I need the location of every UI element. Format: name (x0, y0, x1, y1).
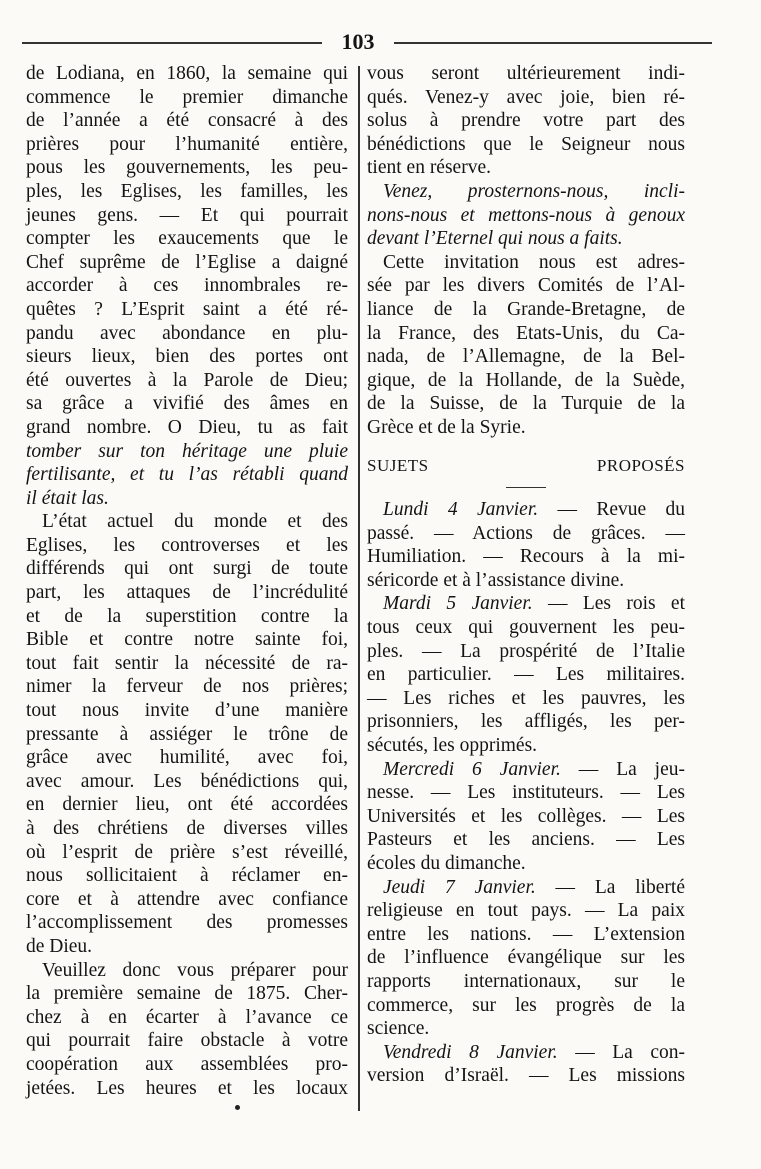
text-line: nada, de l’Allemagne, de la Bel- (367, 346, 685, 368)
text-line: la France, des Etats-Unis, du Ca- (367, 322, 685, 344)
signature-mark (235, 1105, 240, 1110)
paragraph-venez-continuation (367, 62, 685, 180)
text-line: prisonniers, les affligés, les per- (367, 711, 685, 733)
text-line: commence le premier dimanche (26, 86, 348, 108)
text-line: en dernier lieu, ont été accordées (26, 794, 348, 816)
text-line: il était las. (26, 487, 109, 509)
paragraph-lodiana (26, 62, 348, 510)
text-line: Venez, prosternons-nous, incli- (383, 180, 685, 202)
text-line: jeunes gens. — Et qui pourrait (26, 204, 348, 226)
text-line: part, les attaques de l’incrédulité (26, 582, 348, 604)
text-line: Jeudi 7 Janvier. — La liberté (383, 876, 685, 898)
text-line: rapports internationaux, sur le (367, 970, 685, 992)
text-line: tient en réserve. (367, 157, 491, 179)
text-line: fertilisante, et tu l’as rétabli quand (26, 464, 348, 486)
paragraph-mardi (367, 592, 685, 757)
text-line: avec amour. Les bénédictions qui, (26, 770, 348, 792)
text-line: solus à prendre votre part des (367, 110, 685, 132)
text-line: Cette invitation nous est adres- (383, 251, 685, 273)
paragraph-mercredi (367, 758, 685, 876)
text-line: ples, les Eglises, les familles, les (26, 180, 348, 202)
text-line: tout fait sentir la nécessité de ra- (26, 652, 348, 674)
text-line: Mercredi 6 Janvier. — La jeu- (383, 758, 685, 780)
text-line: commerce, sur les progrès de la (367, 994, 685, 1016)
text-line: jetées. Les heures et les locaux (26, 1077, 348, 1099)
text-line: sieurs lieux, bien des portes ont (26, 346, 348, 368)
text-line: grand nombre. O Dieu, tu as fait (26, 416, 348, 438)
paragraph-psalm-quote (367, 180, 685, 251)
page-number: 103 (341, 29, 375, 54)
section-heading: SUJETS PROPOSÉS (367, 455, 685, 475)
text-line: gique, de la Hollande, de la Suède, (367, 369, 685, 391)
text-line: Eglises, les controverses et les (26, 534, 348, 556)
text-line: compter les exaucements que le (26, 228, 348, 250)
header-rule-left (22, 42, 322, 44)
page-header (22, 30, 712, 54)
text-line: religieuse en tout pays. — La paix (367, 900, 685, 922)
text-line: tous ceux qui gouvernent les peu- (367, 617, 685, 639)
text-line: — Les riches et les pauvres, les (367, 687, 685, 709)
text-line: entre les nations. — L’extension (367, 923, 685, 945)
text-line: pous les gouvernements, les peu- (26, 157, 348, 179)
text-line: quêtes ? L’Esprit saint a été ré- (26, 298, 348, 320)
text-line: et de la superstition contre la (26, 605, 348, 627)
text-line: ples. — La prospérité de l’Italie (367, 640, 685, 662)
text-line: Vendredi 8 Janvier. — La con- (383, 1041, 686, 1063)
text-line: pressante à assiéger le trône de (26, 723, 348, 745)
text-line: Grèce et de la Syrie. (367, 416, 526, 438)
text-line: de Lodiana, en 1860, la semaine qui (26, 63, 348, 84)
text-line: de la Suisse, de la Turquie de la (367, 393, 685, 415)
text-line: nesse. — Les instituteurs. — Les (367, 782, 685, 804)
text-line: qui pourrait faire obstacle à votre (26, 1030, 348, 1052)
text-line: Humiliation. — Recours à la mi- (367, 546, 685, 568)
text-line: nons-nous et mettons-nous à genoux (367, 204, 685, 226)
text-line: sée par les divers Comités de l’Al- (367, 275, 685, 297)
header-rule-right (394, 42, 712, 44)
paragraph-veuillez (26, 959, 348, 1101)
text-line: différends qui ont surgi de toute (26, 558, 348, 580)
text-line: Veuillez donc vous préparer pour (42, 959, 348, 981)
text-line: Chef suprême de l’Eglise a daigné (26, 251, 348, 273)
text-line: Bible et contre notre sainte foi, (26, 629, 348, 651)
text-line: accorder à ces innombrales re- (26, 275, 348, 297)
text-line: coopération aux assemblées pro- (26, 1053, 348, 1075)
text-line: grâce avec humilité, avec foi, (26, 747, 348, 769)
left-column (26, 62, 348, 1100)
text-line: de l’influence évangélique sur les (367, 947, 685, 969)
text-line: en particulier. — Les militaires. (367, 664, 685, 686)
text-line: science. (367, 1018, 430, 1040)
text-line: devant l’Eternel qui nous a faits. (367, 228, 623, 250)
text-line: chez à en écarter à l’avance ce (26, 1006, 348, 1028)
text-line: liance de la Grande-Bretagne, de (367, 298, 685, 320)
text-line: écoles du dimanche. (367, 853, 526, 874)
paragraph-jeudi (367, 876, 685, 1041)
text-line: core et à attendre avec confiance (26, 888, 348, 910)
text-line: prières pour l’humanité entière, (26, 133, 348, 155)
column-divider (358, 66, 360, 1111)
text-line: tout nous invite d’une manière (26, 700, 348, 722)
text-line: Universités et les collèges. — Les (367, 805, 685, 827)
text-line: à des chrétiens de diverses villes (26, 818, 348, 839)
paragraph-etat-actuel (26, 510, 348, 958)
text-line: passé. — Actions de grâces. — (367, 522, 685, 544)
text-line: pandu avec abondance en plu- (26, 322, 348, 344)
text-line: version d’Israël. — Les missions (367, 1065, 685, 1087)
text-line: bénédictions que le Seigneur nous (367, 133, 685, 155)
text-line: nous sollicitaient à réclamer en- (26, 865, 348, 887)
text-line: été ouvertes à la Parole de Dieu; (26, 369, 348, 391)
text-line: la première semaine de 1875. Cher- (26, 983, 348, 1005)
text-line: nimer la ferveur de nos prières; (26, 676, 348, 698)
text-line: tomber sur ton héritage une pluie (26, 440, 348, 462)
text-line: séricorde et à l’assistance divine. (367, 569, 625, 591)
text-line: de Dieu. (26, 935, 93, 957)
text-line: qués. Venez-y avec joie, bien ré- (367, 86, 685, 108)
heading-rule (506, 487, 546, 488)
text-line: de l’année a été consacré à des (26, 110, 348, 132)
text-line: sa grâce a vivifié des âmes en (26, 393, 348, 415)
right-column (367, 62, 685, 1088)
text-line: sécutés, les opprimés. (367, 735, 538, 757)
paragraph-vendredi (367, 1041, 685, 1088)
text-line: Mardi 5 Janvier. — Les rois et (383, 593, 685, 615)
text-line: où l’esprit de prière s’est réveillé, (26, 841, 348, 863)
paragraph-invitation (367, 251, 685, 440)
paragraph-lundi (367, 498, 685, 592)
text-line: vous seront ultérieurement indi- (367, 63, 685, 84)
text-line: l’accomplissement des promesses (26, 912, 348, 934)
text-line: Lundi 4 Janvier. — Revue du (383, 499, 685, 521)
text-line: Pasteurs et les anciens. — Les (367, 829, 685, 851)
text-line: L’état actuel du monde et des (42, 511, 348, 533)
